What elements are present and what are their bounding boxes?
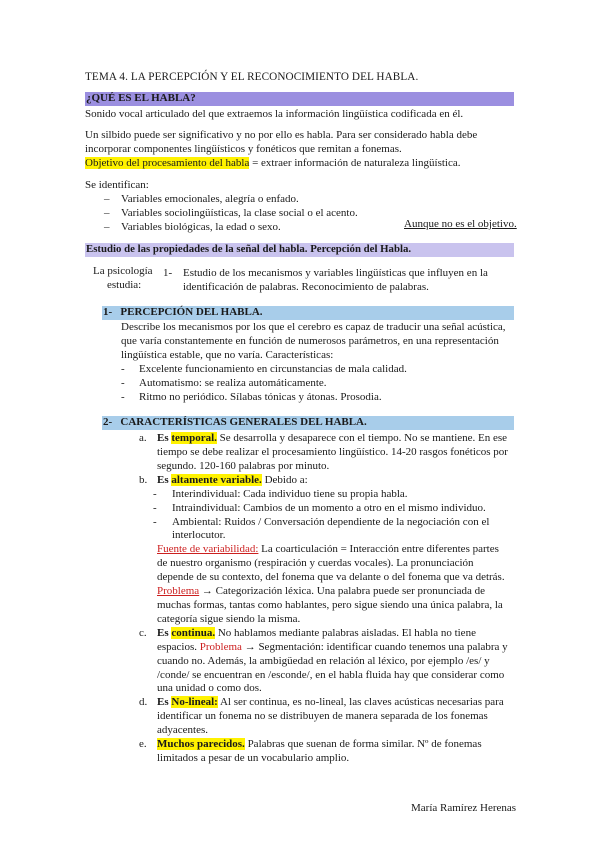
item-d-keyword: No-lineal: [171, 696, 218, 708]
dash-icon: - [153, 516, 157, 528]
dash-icon: - [121, 391, 125, 403]
item-a-line-2: tiempo se debe realizar el procesamiento lingüístico. 14-20 rasgos fonéticos por [157, 446, 508, 458]
sec1-paragraph-line: lingüística estable, que no varía. Características: [121, 349, 334, 361]
item-e-line-2: limitados a pesar de un vocabulario amplio. [157, 752, 350, 764]
objetivo-highlight: Objetivo del procesamiento del habla [85, 157, 250, 169]
fuente-line-3: depende de su contexto, del fonema que va delante o del fonema que va detrás. [157, 571, 505, 583]
item-e-keyword: Muchos parecidos. [157, 738, 245, 750]
item-b-sub: Interindividual: Cada individuo tiene su propia habla. [172, 488, 408, 500]
item-d-lead: Es [157, 696, 172, 708]
item-c-line-1 [157, 627, 476, 639]
silbido-text-2: incorporar componentes lingüísticos y fonéticos que remitan a fonemas. [85, 143, 402, 155]
variable-item: Variables sociolingüísticas, la clase social o el acento. [121, 207, 358, 219]
fuente-label: Fuente de variabilidad: [157, 543, 259, 555]
psicologia-label-1: La psicología [93, 265, 153, 277]
sec1-item: Excelente funcionamiento en circunstancias de mala calidad. [139, 363, 407, 375]
item-e-text: Palabras que suenan de forma similar. Nº de fonemas [244, 738, 482, 750]
section-heading-que-es: ¿QUÉ ES EL HABLA? [86, 92, 196, 104]
dash-icon: - [153, 488, 157, 500]
item-a-text: Se desarrolla y desaparece con el tiempo. No se mantiene. En ese [216, 432, 508, 444]
item-a-line-3: segundo. 120-160 palabras por minuto. [157, 460, 330, 472]
item-b-sub: Intraindividual: Cambios de un momento a otro en el mismo individuo. [172, 502, 486, 514]
dash-icon: – [104, 193, 110, 205]
dash-icon: - [121, 377, 125, 389]
variable-item: Variables emocionales, alegría o enfado. [121, 193, 299, 205]
item-c-line-3: cuando no. Además, la ambigüedad en relación al léxico, por ejemplo /es/ y [157, 655, 490, 667]
section-heading-estudio: Estudio de las propiedades de la señal del habla. Percepción del Habla. [86, 243, 412, 255]
dash-icon: – [104, 221, 110, 233]
dash-icon: - [121, 363, 125, 375]
item-letter-e: e. [139, 738, 147, 750]
psicologia-label-2: estudia: [107, 279, 142, 291]
fuente-line-2: de nuestro organismo (respiración y cuerdas vocales). La pronunciación [157, 557, 474, 569]
problema-b-line-1 [157, 585, 485, 597]
definition-text: Sonido vocal articulado del que extraemos la información lingüística codificada en él. [85, 108, 464, 120]
item-c-keyword: continua. [171, 627, 216, 639]
sec1-item: Ritmo no periódico. Sílabas tónicas y átonas. Prosodia. [139, 391, 382, 403]
item-letter-a: a. [139, 432, 147, 444]
item-b-sub: Ambiental: Ruidos / Conversación dependiente de la negociación con el [172, 516, 490, 528]
item-a-keyword: temporal. [171, 432, 217, 444]
item-d-line-1 [157, 696, 504, 708]
psico-item-2: identificación de palabras. Reconocimiento de palabras. [183, 281, 429, 293]
objetivo-line [85, 157, 460, 169]
item-d-line-3: adyacentes. [157, 724, 208, 736]
objetivo-rest: = extraer información de naturaleza lingüística. [249, 157, 461, 169]
item-d-line-2: identificar un fonema no se distribuyen de manera separada de los fonemas [157, 710, 488, 722]
item-b-keyword: altamente variable. [171, 474, 262, 486]
sec1-item: Automatismo: se realiza automáticamente. [139, 377, 327, 389]
problema-text: → Categorización léxica. Una palabra puede ser pronunciada de [199, 585, 486, 597]
item-e-line-1 [157, 738, 482, 750]
item-c-line-5: una unidad o como dos. [157, 682, 262, 694]
dash-icon: – [104, 207, 110, 219]
fuente-line-1 [157, 543, 499, 555]
item-a-lead: Es [157, 432, 172, 444]
aunque-note: Aunque no es el objetivo. [404, 218, 517, 230]
author-footer: María Ramírez Herenas [411, 802, 517, 814]
sec1-paragraph-line: que varía constantemente en función de numerosos parámetros, en una representación [121, 335, 499, 347]
item-c-text: No hablamos mediante palabras aisladas. El habla no tiene [215, 627, 476, 639]
item-d-text: Al ser continua, es no-lineal, las claves acústicas necesarias para [217, 696, 504, 708]
item-letter-b: b. [139, 474, 148, 486]
problema-label: Problema [199, 641, 242, 653]
problema-label: Problema [157, 585, 200, 597]
item-b-sub-cont: interlocutor. [172, 529, 226, 541]
item-c-line-2 [157, 641, 508, 653]
fuente-text: La coarticulación = Interacción entre diferentes partes [258, 543, 499, 555]
variable-item: Variables biológicas, la edad o sexo. [121, 221, 281, 233]
page-title: TEMA 4. LA PERCEPCIÓN Y EL RECONOCIMIENTO DEL HABLA. [85, 71, 419, 83]
dash-icon: - [153, 502, 157, 514]
problema-b-line-2: muchas formas, tantas como hablantes, pero sigue siendo una única palabra, la [157, 599, 503, 611]
item-c-lead: Es [157, 627, 172, 639]
silbido-text-1: Un silbido puede ser significativo y no por ello es habla. Para ser considerado habla debe [85, 129, 478, 141]
item-c-line-4: /conde/ se encuentran en /esconde/, en el habla fluida hay que considerar como [157, 669, 505, 681]
psico-number: 1- [163, 267, 173, 279]
item-b-line-1 [157, 474, 308, 486]
item-letter-c: c. [139, 627, 147, 639]
section-heading-1: 1- PERCEPCIÓN DEL HABLA. [103, 306, 263, 318]
item-letter-d: d. [139, 696, 148, 708]
problema-b-line-3: categoría sigue siendo la misma. [157, 613, 301, 625]
psico-item-1: Estudio de los mecanismos y variables lingüísticas que influyen en la [183, 267, 488, 279]
sec1-paragraph-line: Describe los mecanismos por los que el cerebro es capaz de traducir una señal acústica, [121, 321, 506, 333]
section-heading-2: 2- CARACTERÍSTICAS GENERALES DEL HABLA. [103, 416, 367, 428]
item-c-text: espacios. [157, 641, 200, 653]
item-a-line-1 [157, 432, 507, 444]
item-c-text: → Segmentación: identificar cuando tenemos una palabra y [241, 641, 508, 653]
item-b-text: Debido a: [261, 474, 308, 486]
se-identifican: Se identifican: [85, 179, 149, 191]
item-b-lead: Es [157, 474, 172, 486]
